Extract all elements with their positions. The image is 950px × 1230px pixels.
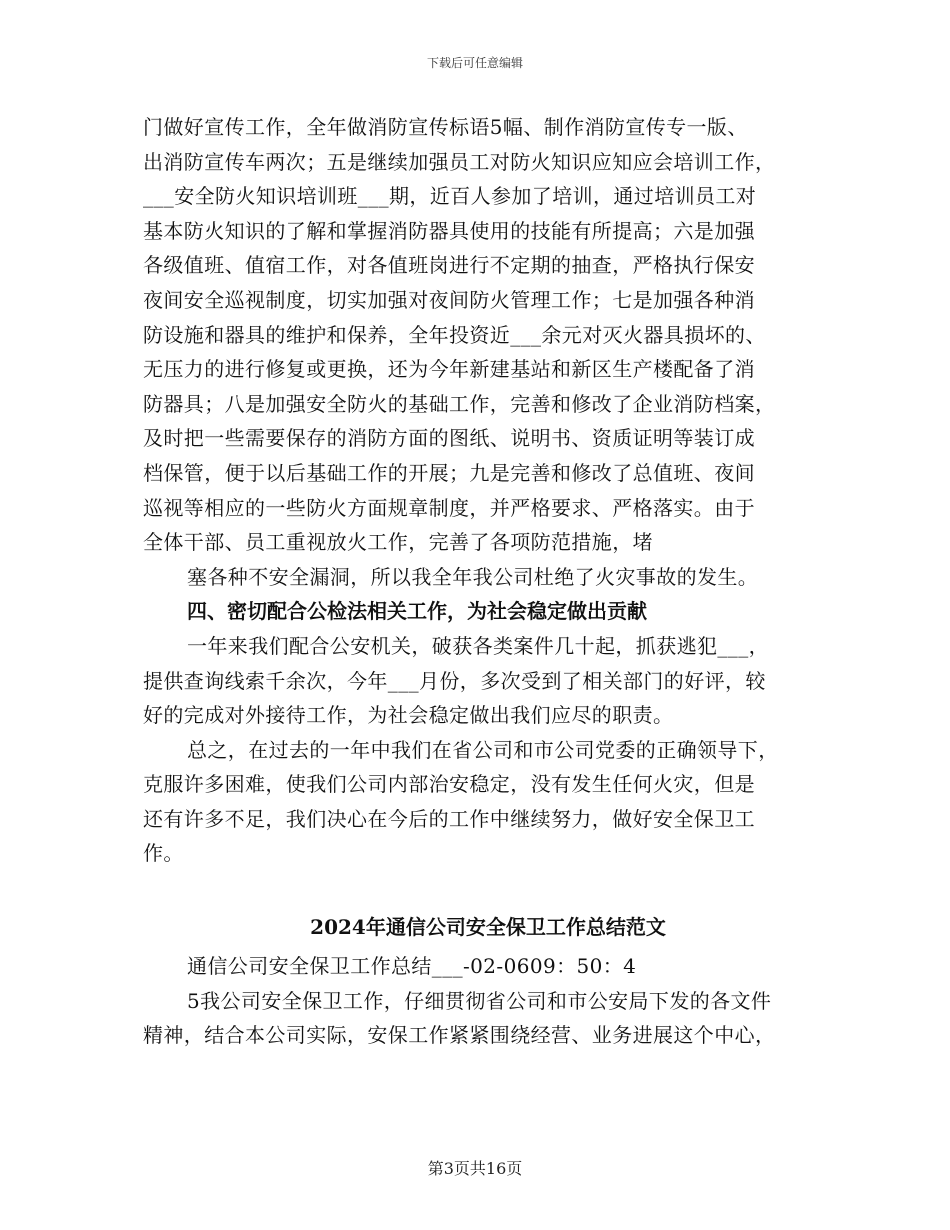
text-line: 夜间安全巡视制度，切实加强对夜间防火管理工作；七是加强各种消 — [143, 287, 755, 312]
text-line: 5我公司安全保卫工作，仔细贯彻省公司和市公安局下发的各文件 — [187, 988, 772, 1013]
paragraph-summary-date: 通信公司安全保卫工作总结___-02-0609：50：4 — [187, 954, 637, 979]
text-line: 总之，在过去的一年中我们在省公司和市公司党委的正确领导下， — [187, 737, 779, 762]
text-line: 一年来我们配合公安机关，破获各类案件几十起，抓获逃犯___， — [187, 633, 769, 658]
text-line: 出消防宣传车两次；五是继续加强员工对防火知识应知应会培训工作， — [143, 149, 776, 174]
text-line: 及时把一些需要保存的消防方面的图纸、说明书、资质证明等装订成 — [143, 426, 755, 451]
section-heading-4: 四、密切配合公检法相关工作，为社会稳定做出贡献 — [187, 599, 647, 624]
text-line: ___安全防火知识培训班___期，近百人参加了培训，通过培训员工对 — [143, 184, 757, 209]
page-header-note: 下载后可任意编辑 — [426, 56, 523, 70]
page-number-footer: 第3页共16页 — [427, 1159, 523, 1178]
text-line: 防设施和器具的维护和保养，全年投资近___余元对灭火器具损坏的、 — [143, 322, 766, 347]
text-line: 提供查询线索千余次，今年___月份，多次受到了相关部门的好评，较 — [143, 668, 766, 693]
text-line: 克服许多困难，使我们公司内部治安稳定，没有发生任何火灾，但是 — [143, 772, 755, 797]
text-line: 门做好宣传工作，全年做消防宣传标语5幅、制作消防宣传专一版、 — [143, 115, 748, 139]
paragraph-police-cooperation — [143, 629, 833, 733]
paragraph-fire-safety — [143, 110, 833, 560]
text-line: 精神，结合本公司实际，安保工作紧紧围绕经营、业务进展这个中心， — [143, 1023, 776, 1048]
text-line: 好的完成对外接待工作，为社会稳定做出我们应尽的职责。 — [143, 703, 674, 728]
text-line: 作。 — [143, 841, 184, 866]
text-line: 巡视等相应的一些防火方面规章制度，并严格要求、严格落实。由于 — [143, 495, 755, 520]
text-line: 还有许多不足，我们决心在今后的工作中继续努力，做好安全保卫工 — [143, 806, 755, 831]
paragraph-security-work — [143, 984, 833, 1053]
text-line: 基本防火知识的了解和掌握消防器具使用的技能有所提高；六是加强 — [143, 218, 755, 243]
paragraph-no-fire-accidents: 塞各种不安全漏洞，所以我全年我公司杜绝了火灾事故的发生。 — [187, 564, 759, 589]
text-line: 档保管，便于以后基础工作的开展；九是完善和修改了总值班、夜间 — [143, 460, 755, 485]
text-line: 各级值班、值宿工作，对各值班岗进行不定期的抽查，严格执行保安 — [143, 253, 755, 278]
text-line: 全体干部、员工重视放火工作，完善了各项防范措施，堵 — [143, 530, 653, 555]
document-title: 2024年通信公司安全保卫工作总结范文 — [310, 915, 666, 940]
document-body — [143, 110, 833, 1053]
text-line: 防器具；八是加强安全防火的基础工作，完善和修改了企业消防档案， — [143, 391, 776, 416]
paragraph-conclusion — [143, 733, 833, 871]
text-line: 无压力的进行修复或更换，还为今年新建基站和新区生产楼配备了消 — [143, 357, 755, 382]
